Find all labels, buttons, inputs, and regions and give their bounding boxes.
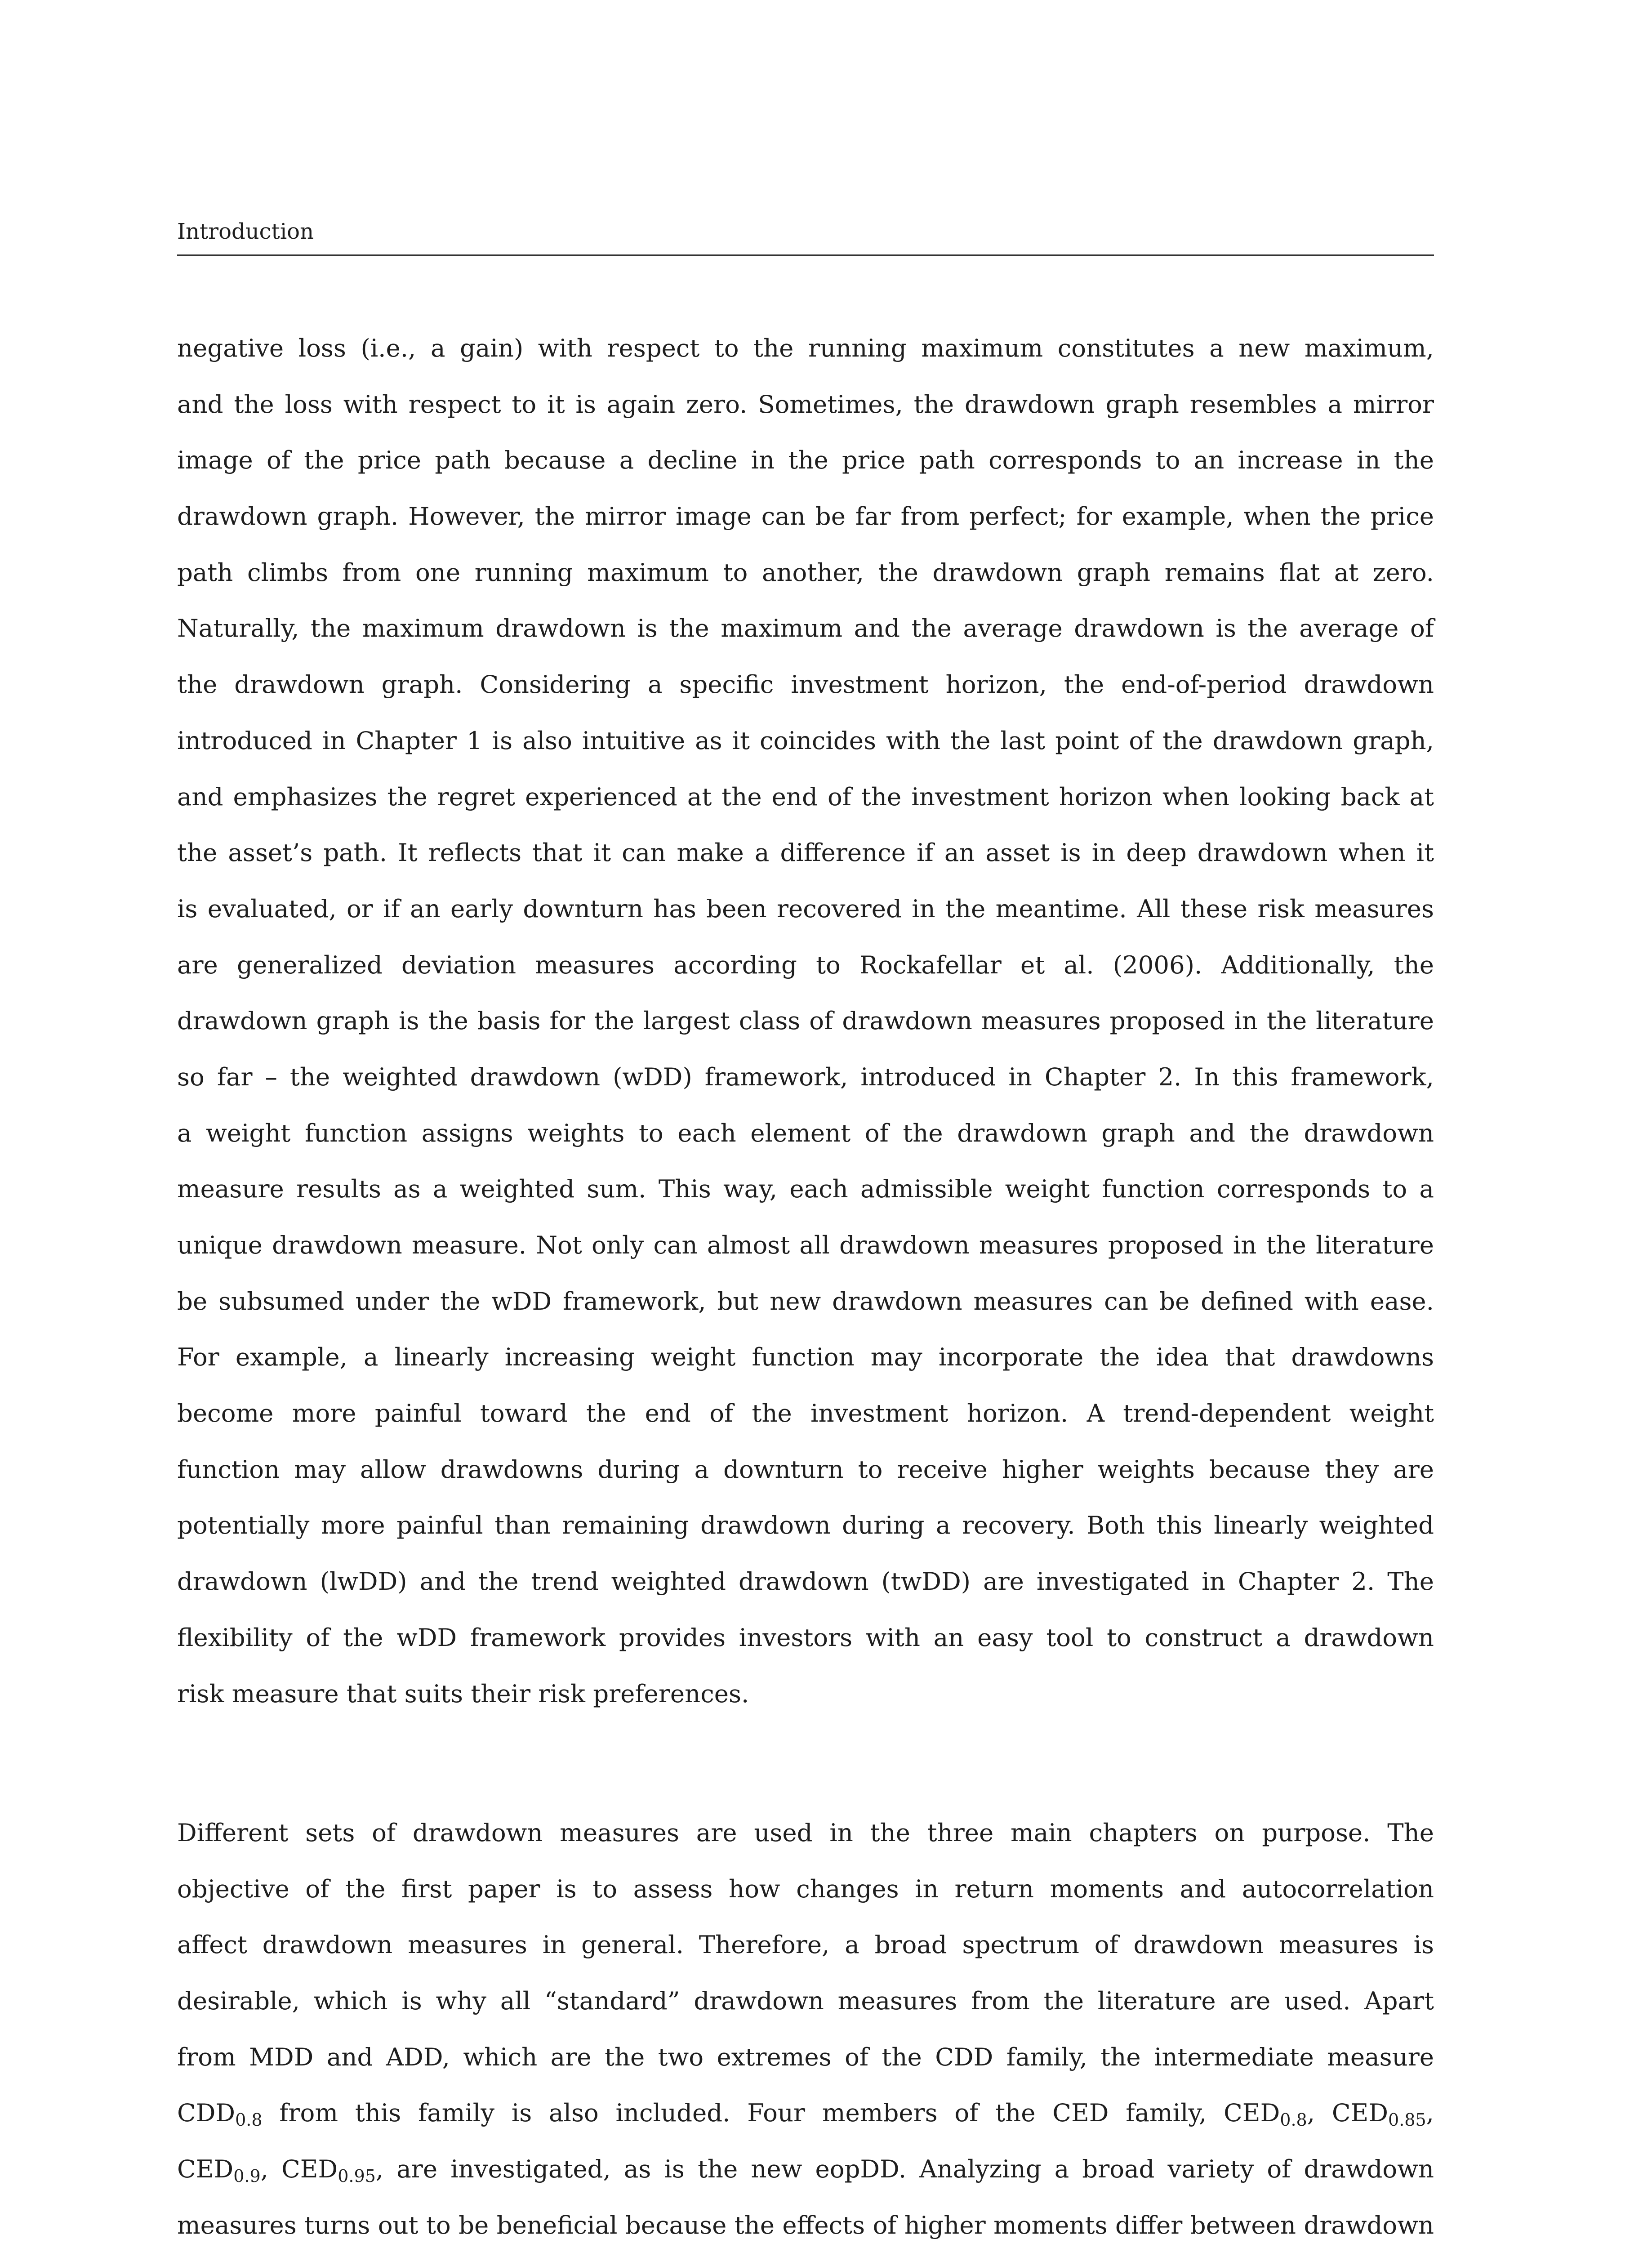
paragraph-line: flexibility of the wDD framework provides investors with an easy tool to construct a drawdown xyxy=(177,1623,1434,1652)
measure-ced: $CED_{0.9}$ xyxy=(177,2154,261,2186)
paragraph-line: introduced in Chapter 1 is also intuitive as it coincides with the last point of the drawdown graph, xyxy=(177,726,1434,755)
paragraph-line: potentially more painful than remaining drawdown during a recovery. Both this linearly weighted xyxy=(177,1511,1434,1540)
paragraph-line: affect drawdown measures in general. Therefore, a broad spectrum of drawdown measures is xyxy=(177,1930,1434,1959)
paragraph-line: path climbs from one running maximum to another, the drawdown graph remains flat at zero. xyxy=(177,558,1434,587)
paragraph-line: measure results as a weighted sum. This way, each admissible weight function corresponds to a xyxy=(177,1174,1434,1204)
paragraph-line: so far – the weighted drawdown (wDD) framework, introduced in Chapter 2. In this framework, xyxy=(177,1062,1434,1091)
paragraph-line: negative loss (i.e., a gain) with respect to the running maximum constitutes a new maximum, xyxy=(177,334,1434,362)
paragraph-line: objective of the first paper is to assess how changes in return moments and autocorrelation xyxy=(177,1874,1434,1903)
paragraph-line: become more painful toward the end of the investment horizon. A trend-dependent weight xyxy=(177,1399,1434,1428)
paragraph-line: desirable, which is why all “standard” drawdown measures from the literature are used. Apart xyxy=(177,1986,1434,2016)
measure-cdd: $CDD_{0.8}$ xyxy=(177,2098,263,2130)
paragraph-line: drawdown (lwDD) and the trend weighted drawdown (twDD) are investigated in Chapter 2. The xyxy=(177,1567,1434,1596)
paragraph-line: and emphasizes the regret experienced at the end of the investment horizon when looking back at xyxy=(177,782,1434,811)
body-paragraph-2 xyxy=(177,1805,1434,2248)
paragraph-line: function may allow drawdowns during a downturn to receive higher weights because they are xyxy=(177,1454,1434,1484)
paragraph-line: the asset’s path. It reflects that it can make a difference if an asset is in deep drawdown when it xyxy=(177,838,1434,867)
paragraph-line: from MDD and ADD, which are the two extremes of the CDD family, the intermediate measure xyxy=(177,2042,1434,2071)
running-header: Introduction xyxy=(177,219,314,244)
paragraph-line: and the loss with respect to it is again zero. Sometimes, the drawdown graph resembles a mirror xyxy=(177,389,1434,419)
paragraph-line: Naturally, the maximum drawdown is the maximum and the average drawdown is the average of xyxy=(177,614,1434,643)
paragraph-line-with-subscripts: $CED_{0.9}$, $CED_{0.95}$, are investigated, as is the new eopDD. Analyzing a broad variety of drawdown xyxy=(177,2154,1434,2186)
paragraph-line: unique drawdown measure. Not only can almost all drawdown measures proposed in the literature xyxy=(177,1231,1434,1259)
paragraph-line: image of the price path because a decline in the price path corresponds to an increase in the xyxy=(177,446,1434,475)
paragraph-line: is evaluated, or if an early downturn has been recovered in the meantime. All these risk measures xyxy=(177,894,1434,923)
paragraph-line: Different sets of drawdown measures are used in the three main chapters on purpose. The xyxy=(177,1818,1434,1847)
body-paragraph-1 xyxy=(177,320,1434,1722)
measure-ced: $CED_{0.8}$ xyxy=(1224,2098,1307,2130)
measure-ced: $CED_{0.85}$ xyxy=(1331,2098,1426,2130)
header-rule xyxy=(177,254,1434,256)
measure-ced: $CED_{0.95}$ xyxy=(281,2154,376,2186)
paragraph-line: measures turns out to be beneficial because the effects of higher moments differ between drawdown xyxy=(177,2210,1434,2239)
paragraph-line: a weight function assigns weights to each element of the drawdown graph and the drawdown xyxy=(177,1118,1434,1147)
paragraph-line: drawdown graph. However, the mirror image can be far from perfect; for example, when the price xyxy=(177,502,1434,531)
paragraph-line: risk measure that suits their risk preferences. xyxy=(177,1679,749,1708)
paragraph-line: are generalized deviation measures according to Rockafellar et al. (2006). Additionally, the xyxy=(177,950,1434,979)
paragraph-line: be subsumed under the wDD framework, but new drawdown measures can be defined with ease. xyxy=(177,1286,1434,1316)
paragraph-line: drawdown graph is the basis for the largest class of drawdown measures proposed in the literature xyxy=(177,1006,1434,1035)
paragraph-line: For example, a linearly increasing weight function may incorporate the idea that drawdowns xyxy=(177,1343,1434,1372)
paragraph-line: the drawdown graph. Considering a specific investment horizon, the end-of-period drawdown xyxy=(177,670,1434,699)
paragraph-line-with-subscripts: $CDD_{0.8}$ from this family is also included. Four members of the CED family, $CED_{0.8}$, $CED_{0.85}$, xyxy=(177,2098,1434,2130)
